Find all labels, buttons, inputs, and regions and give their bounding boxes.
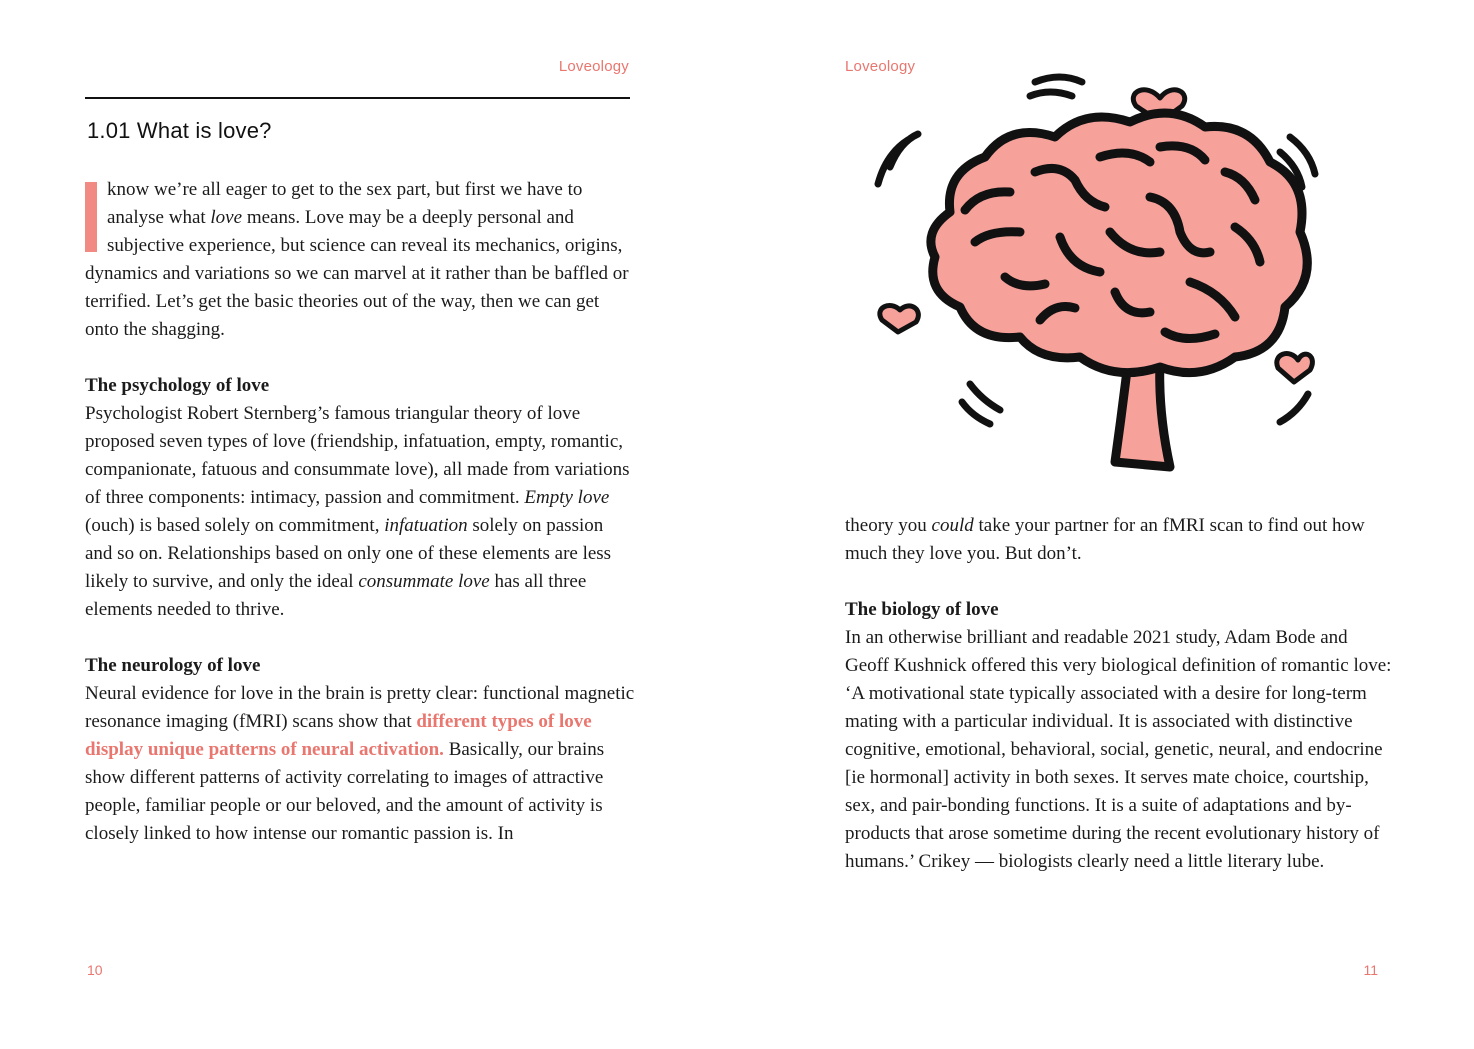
heart-icon (880, 305, 919, 332)
chapter-title: 1.01 What is love? (87, 118, 272, 143)
continued-paragraph: theory you could take your partner for an fMRI scan to find out how much they love you. But don’t. The biology of love In an otherwise brilliant and readable 2021 study, Adam Bode and Geoff Kushnick offered this very biological definition of romantic love: ‘A motivational state typically associated with a desire for long-term mating with a particular individual. It is associated with distinctive cognitive, emotional, behavioral, social, genetic, neural, and endocrine [ie hormonal] activity in both sexes. It serves mate choice, courtship, sex, and pair-bonding functions. It is a suite of adaptations and by-products that arose sometime during the recent evolutionary history of humans.’ Crikey — biologists clearly need a little literary lube. (845, 512, 1395, 876)
neurology-heading: The neurology of love (85, 655, 261, 676)
running-head: Loveology (845, 58, 916, 75)
page-number: 11 (1363, 962, 1378, 978)
highlight-text: different types of love display unique patterns of neural activation. (85, 711, 592, 760)
right-page (737, 0, 1474, 1049)
psychology-heading: The psychology of love (85, 375, 270, 396)
biology-paragraph: In an otherwise brilliant and readable 2021 study, Adam Bode and Geoff Kushnick offered this very biological definition of romantic love: ‘A motivational state typically associated with a desire for long-term mating with a particular individual. It is associated with distinctive cognitive, emotional, behavioral, social, genetic, neural, and endocrine [ie hormonal] activity in both sexes. It serves mate choice, courtship, sex, and pair-bonding functions. It is a suite of adaptations and by-products that arose sometime during the recent evolutionary history of humans.’ Crikey — biologists clearly need a little literary lube. (845, 627, 1392, 872)
psychology-paragraph: Psychologist Robert Sternberg’s famous triangular theory of love proposed seven types of love (friendship, infatuation, empty, romantic, companionate, fatuous and consummate love), all made from variations of three components: intimacy, passion and commitment. Empty love (ouch) is based solely on commitment, infatuation solely on passion and so on. Relationships based on only one of these elements are less likely to survive, and only the ideal consummate love has all three elements needed to thrive. (85, 403, 630, 620)
title-rule (85, 97, 630, 99)
neurology-paragraph: Neural evidence for love in the brain is pretty clear: functional magnetic resonance imaging (fMRI) scans show that different types of love display unique patterns of neural activation. Basically, our brains show different patterns of activity correlating to images of attractive people, familiar people or our beloved, and the amount of activity is closely linked to how intense our romantic passion is. In (85, 683, 635, 844)
biology-heading: The biology of love (845, 599, 999, 620)
intro-paragraph: know we’re all eager to get to the sex part, but first we have to analyse what love means. Love may be a deeply personal and subjective experience, but science can reveal its mechanics, origins, dynamics and variations so we can marvel at it rather than be baffled or terrified. Let’s get the basic theories out of the way, then we can get onto the shagging. The psychology of love Psychologist Robert Sternberg’s famous triangular theory of love proposed seven types of love (friendship, infatuation, empty, romantic, companionate, fatuous and consummate love), all made from variations of three components: intimacy, passion and commitment. Empty love (ouch) is based solely on commitment, infatuation solely on passion and so on. Relationships based on only one of these elements are less likely to survive, and only the ideal consummate love has all three elements needed to thrive. The neurology of love Neural evidence for love in the brain is pretty clear: functional magnetic resonance imaging (fMRI) scans show that different types of love display unique patterns of neural activation. Basically, our brains show different patterns of activity correlating to images of attractive people, familiar people or our beloved, and the amount of activity is closely linked to how intense our romantic passion is. In (85, 176, 635, 848)
heart-icon (1277, 354, 1313, 382)
brain-with-hearts-icon (860, 62, 1330, 482)
brain-illustration (860, 62, 1330, 482)
running-head: Loveology (558, 58, 629, 75)
dropcap-bar (85, 182, 97, 252)
page-number: 10 (87, 962, 103, 978)
